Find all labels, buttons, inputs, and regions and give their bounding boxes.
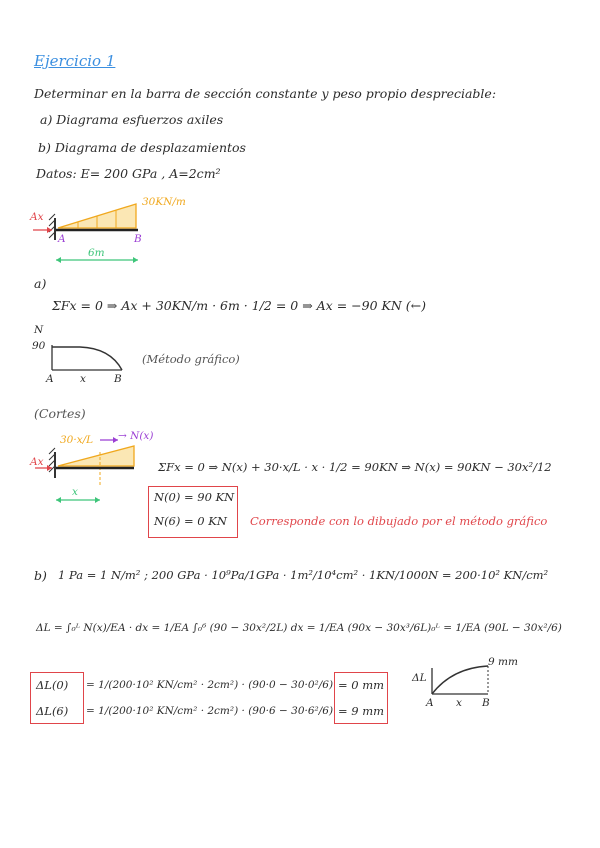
n-value-label: 90: [32, 340, 46, 352]
graph-x-label: x: [456, 697, 462, 709]
dl0-expression: = 1/(200·10² KN/cm² · 2cm²) · (90·0 − 30·0²/6): [86, 679, 334, 691]
dl6-label: ΔL(6): [36, 704, 69, 718]
dl6-result: = 9 mm: [338, 704, 385, 718]
equilibrium-equation: ΣFx = 0 ⇒ Ax + 30KN/m · 6m · 1/2 = 0 ⇒ Ax = −90 KN (←): [52, 298, 426, 313]
nx-label: → N(x): [118, 430, 154, 442]
n6-value: N(6) = 0 KN: [154, 514, 227, 528]
dl0-label: ΔL(0): [36, 678, 69, 692]
cut-load-label: 30·x/L: [60, 434, 94, 446]
data-line: Datos: E= 200 GPa , A=2cm²: [36, 166, 221, 181]
item-a: a) Diagrama esfuerzos axiles: [40, 112, 224, 127]
dl0-result: = 0 mm: [338, 678, 385, 692]
integral-expression: ΔL = ∫₀ᴸ N(x)/EA · dx = 1/EA ∫₀⁶ (90 − 30x²/2L) dx = 1/EA (90x − 30x³/6L)₀ᴸ = 1/EA (90L − 30x²/6): [36, 622, 562, 634]
correspondence-note: Corresponde con lo dibujado por el método gráfico: [250, 514, 548, 528]
load-label: 30KN/m: [142, 196, 186, 208]
graph-a-label: A: [426, 697, 434, 709]
part-a-label: a): [34, 276, 47, 291]
cortes-label: (Cortes): [34, 406, 86, 421]
diagram-x-label: x: [80, 373, 86, 385]
dl-max-label: 9 mm: [488, 656, 518, 668]
graph-b-label: B: [482, 697, 490, 709]
diagram-b-label: B: [114, 373, 122, 385]
length-label: 6m: [88, 247, 105, 259]
statement: Determinar en la barra de sección constante y peso propio despreciable:: [34, 86, 497, 101]
cut-ax-label: Ax: [30, 456, 44, 468]
n0-value: N(0) = 90 KN: [154, 490, 235, 504]
dl6-expression: = 1/(200·10² KN/cm² · 2cm²) · (90·6 − 30·6²/6): [86, 705, 334, 717]
method-note: (Método gráfico): [142, 352, 240, 366]
cut-equation: ΣFx = 0 ⇒ N(x) + 30·x/L · x · 1/2 = 90KN ⇒ N(x) = 90KN − 30x²/12: [158, 460, 552, 474]
part-b-label: b): [34, 568, 47, 583]
exercise-title: Ejercicio 1: [34, 52, 116, 70]
diagram-a-label: A: [46, 373, 54, 385]
ax-label: Ax: [30, 211, 44, 223]
point-b-label: B: [134, 233, 142, 245]
point-a-label: A: [58, 233, 66, 245]
cut-x-label: x: [72, 486, 78, 498]
item-b: b) Diagrama de desplazamientos: [38, 140, 246, 155]
dl-axis-label: ΔL: [412, 672, 427, 684]
unit-conversion: 1 Pa = 1 N/m² ; 200 GPa · 10⁹Pa/1GPa · 1m²/10⁴cm² · 1KN/1000N = 200·10² KN/cm²: [58, 568, 549, 582]
n-axis-label: N: [34, 324, 44, 336]
